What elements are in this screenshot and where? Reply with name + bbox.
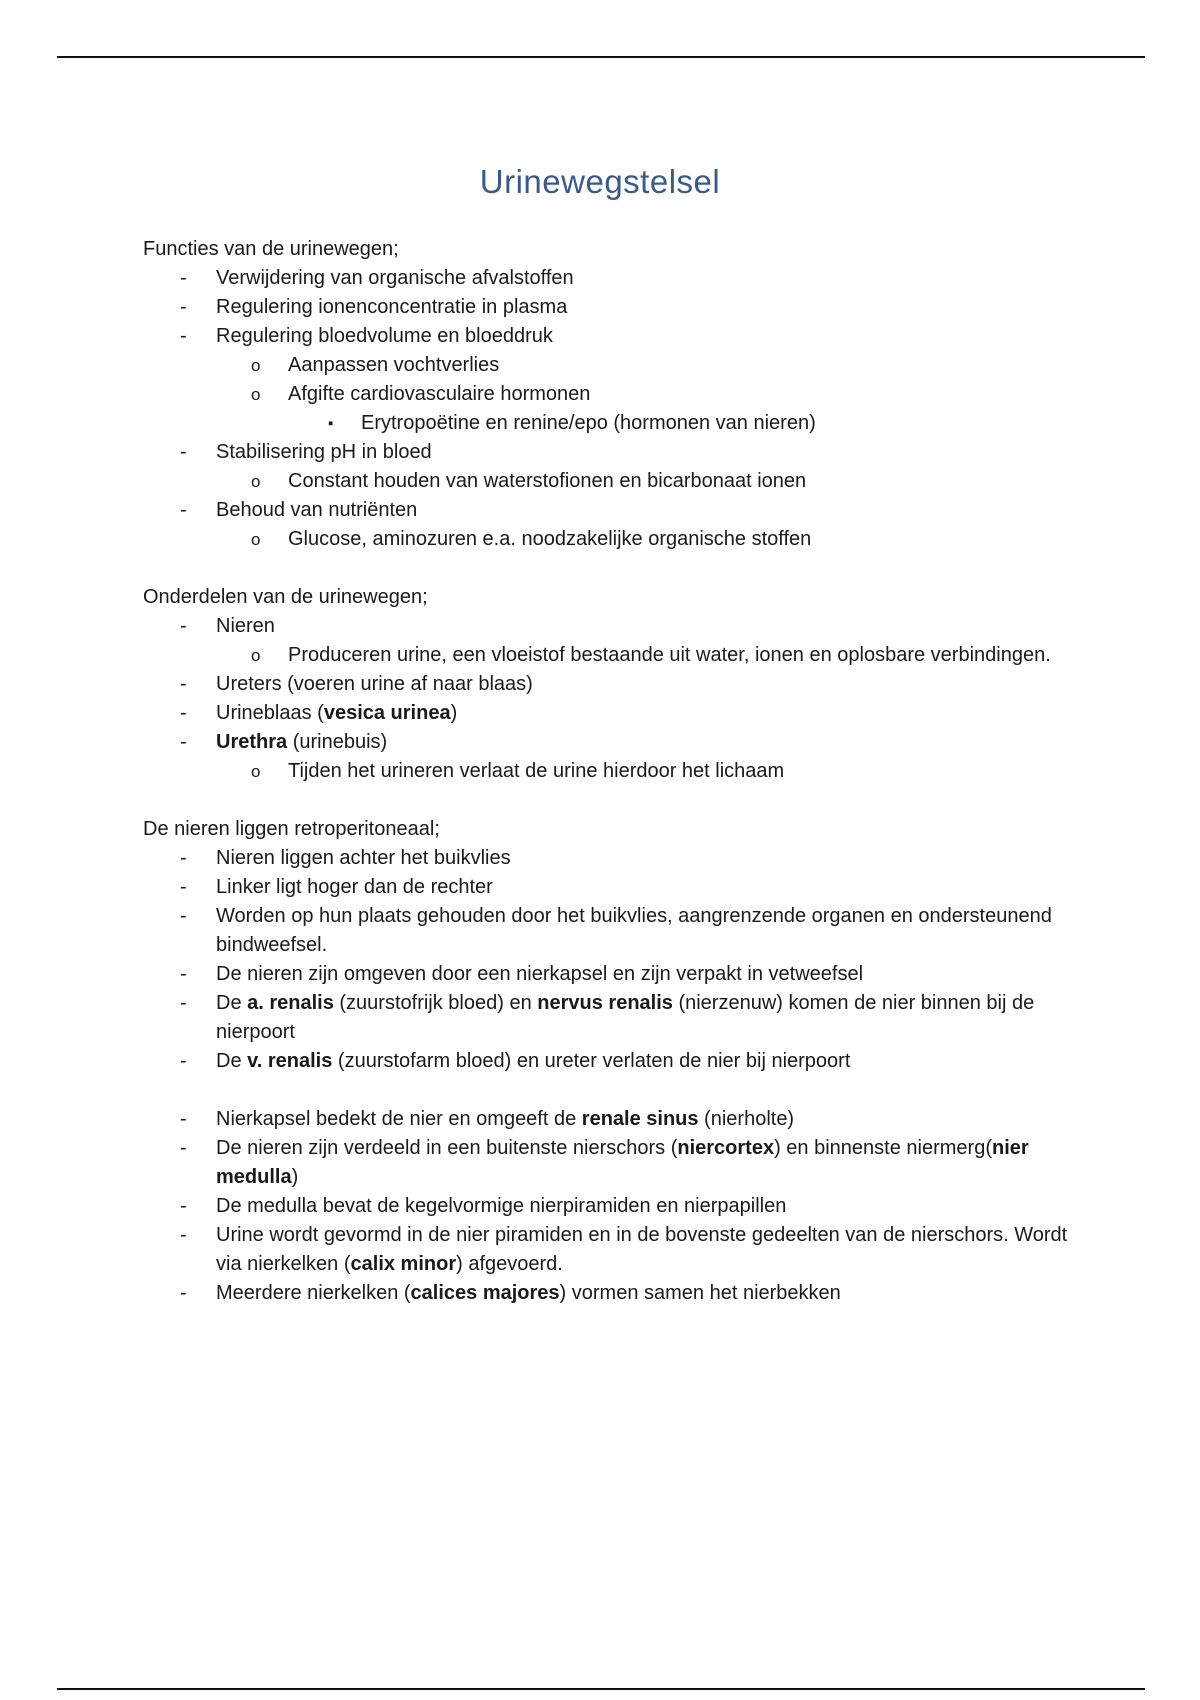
dash-marker: - (180, 296, 187, 318)
list-item (143, 960, 1083, 989)
list-item (143, 264, 1083, 293)
document-body (143, 235, 1083, 1337)
dash-marker: - (180, 1282, 187, 1304)
bold-term: a. renalis (247, 992, 334, 1014)
list-item (143, 496, 1083, 525)
dash-marker: - (180, 1137, 187, 1159)
list-item-text: Regulering ionenconcentratie in plasma (216, 296, 568, 318)
list-item (143, 322, 1083, 351)
list-item-text: Meerdere nierkelken ( (216, 1282, 411, 1304)
section-onderdelen (143, 583, 1083, 786)
list-item-text: Produceren urine, een vloeistof bestaande uit water, ionen en oplosbare verbindingen. (288, 644, 1051, 666)
list-item-text: Constant houden van waterstofionen en bicarbonaat ionen (288, 470, 807, 492)
circle-bullet-icon: o (251, 646, 261, 665)
list-item (143, 293, 1083, 322)
list-item (143, 902, 1083, 960)
sub-list-item (143, 525, 1083, 554)
list-item-text: (nierholte) (698, 1108, 795, 1130)
circle-bullet-icon: o (251, 762, 261, 781)
list-item-text: Linker ligt hoger dan de rechter (216, 876, 493, 898)
bold-term: Urethra (216, 731, 288, 753)
dash-marker: - (180, 441, 187, 463)
dash-marker: - (180, 702, 187, 724)
list-item (143, 612, 1083, 641)
list-item (143, 873, 1083, 902)
dash-marker: - (180, 615, 187, 637)
list-item-text: De nieren zijn omgeven door een nierkapsel en zijn verpakt in vetweefsel (216, 963, 864, 985)
list-item-text: Stabilisering pH in bloed (216, 441, 432, 463)
list-item-text: ) en binnenste niermerg( (774, 1137, 992, 1159)
list-item-text: De (216, 1050, 248, 1072)
list-item-text: De (216, 992, 248, 1014)
list-item-text: Nieren liggen achter het buikvlies (216, 847, 511, 869)
list-item-text: Behoud van nutriënten (216, 499, 418, 521)
square-bullet-icon: ▪ (328, 415, 334, 432)
bold-term: nier medulla (216, 1137, 1029, 1188)
dash-marker: - (180, 992, 187, 1014)
list-item-text: Afgifte cardiovasculaire hormonen (288, 383, 591, 405)
list-item (143, 699, 1083, 728)
dash-marker: - (180, 1224, 187, 1246)
list-item-text: Verwijdering van organische afvalstoffen (216, 267, 574, 289)
sub-list-item (143, 641, 1083, 670)
section-functies (143, 235, 1083, 554)
bold-term: vesica urinea (323, 702, 451, 724)
list-item-text: ) vormen samen het nierbekken (559, 1282, 841, 1304)
bold-term: nervus renalis (537, 992, 673, 1014)
dash-marker: - (180, 876, 187, 898)
list-item-text: ) (450, 702, 458, 724)
list-item (143, 1105, 1083, 1134)
dash-marker: - (180, 1108, 187, 1130)
bullet-list (143, 264, 1083, 554)
section-retroperitoneaal (143, 815, 1083, 1308)
list-item-text: (zuurstofrijk bloed) en (333, 992, 538, 1014)
dash-marker: - (180, 673, 187, 695)
list-item (143, 670, 1083, 699)
list-item-text: Erytropoëtine en renine/epo (hormonen van nieren) (361, 412, 816, 434)
dash-marker: - (180, 1050, 187, 1072)
list-item-text: Tijden het urineren verlaat de urine hierdoor het lichaam (288, 760, 785, 782)
list-item-text: Urine wordt gevormd in de nier piramiden en in de bovenste gedeelten van de nierschors. Wordt via nierkelken ( (216, 1224, 1068, 1275)
list-item-text: (zuurstofarm bloed) en ureter verlaten de nier bij nierpoort (332, 1050, 851, 1072)
sub-list-item (143, 757, 1083, 786)
list-item (143, 1134, 1083, 1192)
header-rule (57, 56, 1145, 58)
dash-marker: - (180, 325, 187, 347)
bold-term: calices majores (410, 1282, 560, 1304)
sub-list-item (143, 351, 1083, 380)
list-item-text: Urineblaas ( (216, 702, 324, 724)
list-item (143, 844, 1083, 873)
bold-term: calix minor (350, 1253, 457, 1275)
sub-list-item (143, 467, 1083, 496)
circle-bullet-icon: o (251, 472, 261, 491)
list-item-text: De medulla bevat de kegelvormige nierpiramiden en nierpapillen (216, 1195, 787, 1217)
list-item (143, 989, 1083, 1047)
list-item-text: (nierzenuw) komen de nier binnen bij de nierpoort (216, 992, 1035, 1043)
dash-marker: - (180, 267, 187, 289)
list-item (143, 1192, 1083, 1221)
list-item-text: (urinebuis) (287, 731, 388, 753)
sub-sub-list-item (143, 409, 1083, 438)
page-title: Urinewegstelsel (479, 163, 721, 200)
list-item (143, 728, 1083, 757)
circle-bullet-icon: o (251, 530, 261, 549)
list-item-text: Nieren (216, 615, 275, 637)
list-item (143, 1047, 1083, 1076)
dash-marker: - (180, 499, 187, 521)
dash-marker: - (180, 1195, 187, 1217)
bold-term: renale sinus (581, 1108, 699, 1130)
list-item-text: ) (291, 1166, 299, 1188)
list-item-text: Worden op hun plaats gehouden door het buikvlies, aangrenzende organen en ondersteunend bindweefsel. (216, 905, 1052, 956)
bullet-list (143, 844, 1083, 1308)
list-item-text: Nierkapsel bedekt de nier en omgeeft de (216, 1108, 582, 1130)
dash-marker: - (180, 905, 187, 927)
list-item (143, 438, 1083, 467)
sub-list-item (143, 380, 1083, 409)
list-item-text: De nieren zijn verdeeld in een buitenste nierschors ( (216, 1137, 678, 1159)
list-item-text: ) afgevoerd. (456, 1253, 563, 1275)
circle-bullet-icon: o (251, 356, 261, 375)
section-heading: De nieren liggen retroperitoneaal; (143, 818, 440, 840)
list-spacer (143, 1076, 1083, 1105)
dash-marker: - (180, 731, 187, 753)
bold-term: v. renalis (247, 1050, 333, 1072)
list-item-text: Glucose, aminozuren e.a. noodzakelijke organische stoffen (288, 528, 812, 550)
footer-rule (57, 1688, 1145, 1690)
bold-term: niercortex (677, 1137, 775, 1159)
list-item (143, 1221, 1083, 1279)
list-item (143, 1279, 1083, 1308)
bullet-list (143, 612, 1083, 786)
list-item-text: Aanpassen vochtverlies (288, 354, 500, 376)
circle-bullet-icon: o (251, 385, 261, 404)
section-heading: Onderdelen van de urinewegen; (143, 586, 428, 608)
list-item-text: Ureters (voeren urine af naar blaas) (216, 673, 533, 695)
section-heading: Functies van de urinewegen; (143, 238, 399, 260)
dash-marker: - (180, 963, 187, 985)
dash-marker: - (180, 847, 187, 869)
list-item-text: Regulering bloedvolume en bloeddruk (216, 325, 553, 347)
